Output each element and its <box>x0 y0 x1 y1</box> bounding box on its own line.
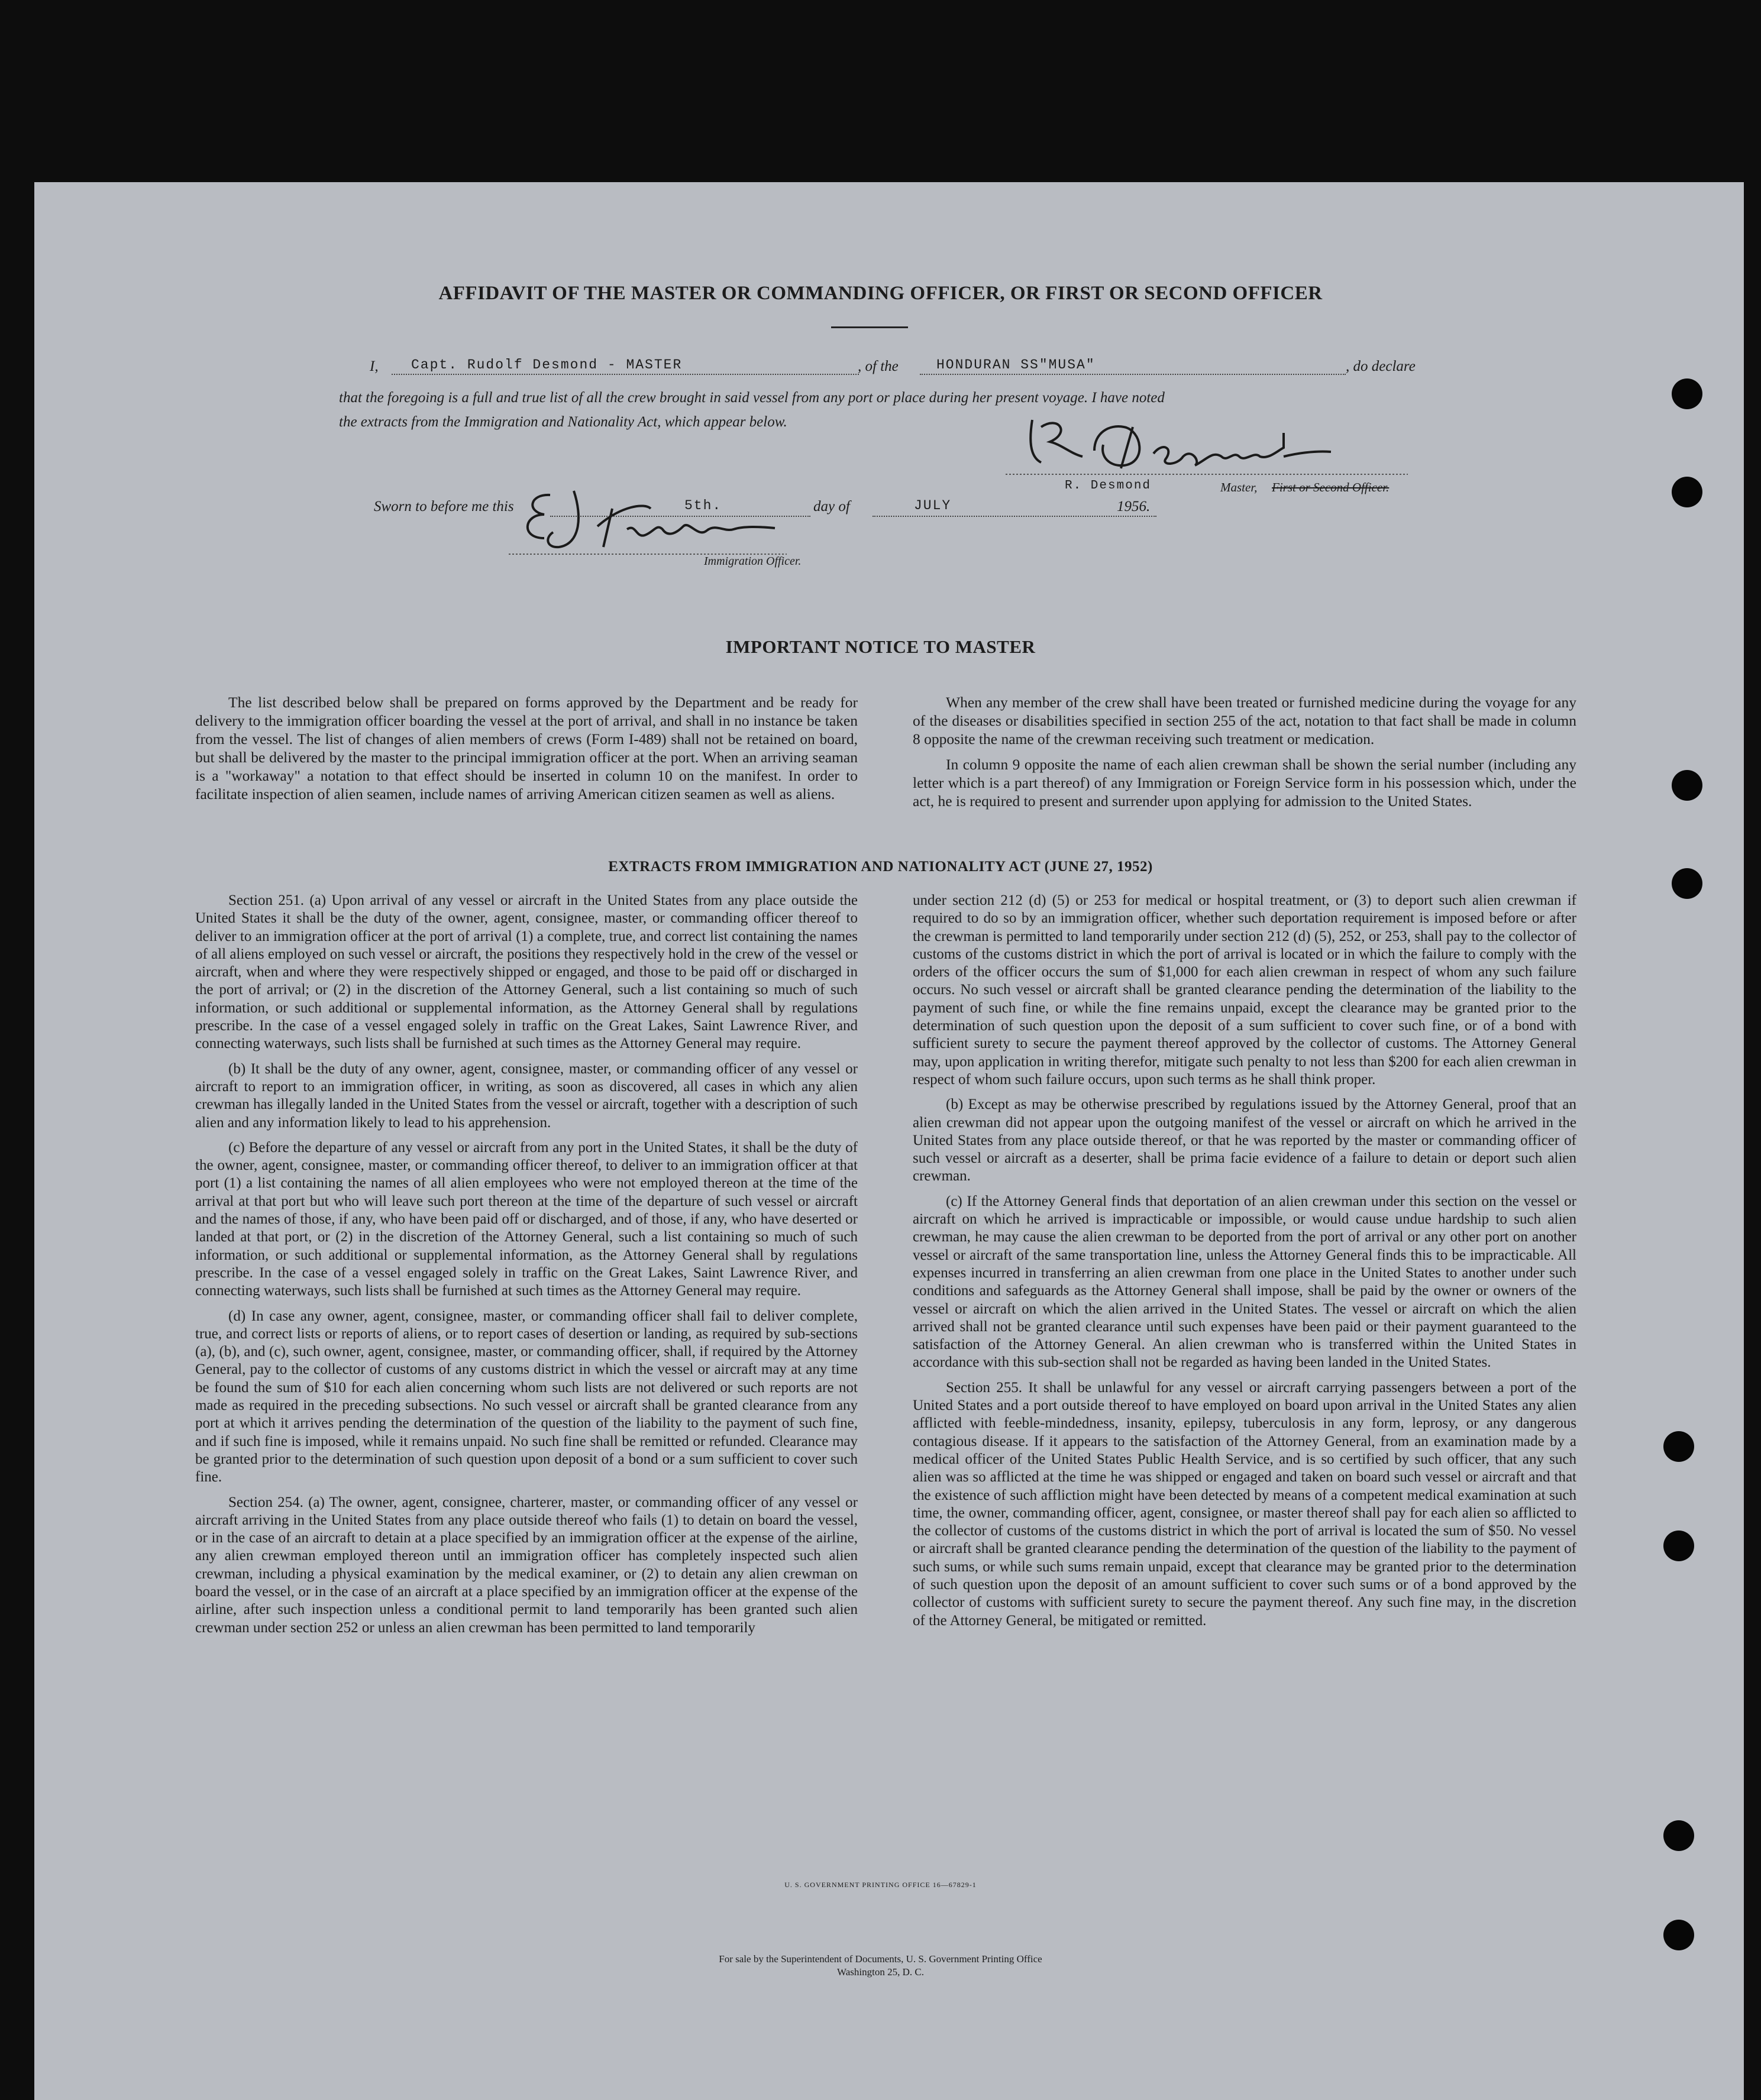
vessel-name: HONDURAN SS"MUSA" <box>936 357 1096 373</box>
punch-hole <box>1672 477 1702 507</box>
sale-line-1: For sale by the Superintendent of Documents, U. S. Government Printing Office <box>719 1953 1042 1965</box>
notice-right-paragraph-1: When any member of the crew shall have been treated or furnished medicine during the voyage for any of the diseases or disabilities specified in section 255 of the act, notation to that fact shall be made in column 8 opposite the name of the crewman receiving such treatment or medication. <box>913 694 1576 748</box>
officer-signature <box>509 482 816 562</box>
declaration-line-2: that the foregoing is a full and true list of all the crew brought in said vessel from any port or place during her present voyage. I have noted <box>339 390 1165 406</box>
notice-left-column <box>195 693 858 803</box>
section-254-a: Section 254. (a) The owner, agent, consignee, charterer, master, or commanding officer of any vessel or aircraft arriving in the United States from any place outside thereof who fails (1) to detain on board the vessel, or in the case of an aircraft to detain at a place specified by an immigration officer at the expense of the airline, any alien crewman employed thereon until an immigration officer has completely inspected such alien crewman, including a physical examination by the medical examiner, or (2) to detain any alien crewman on board the vessel, or in the case of an aircraft at a place specified by an immigration officer at the expense of the airline, after such inspection unless a conditional permit to land temporarily has been granted such alien crewman under section 252 or unless an alien crewman has been permitted to land temporarily <box>195 1494 858 1636</box>
immigration-officer-label: Immigration Officer. <box>704 555 802 568</box>
notice-left-paragraph: The list described below shall be prepared on forms approved by the Department and be ready for delivery to the immigration officer boarding the vessel at the port of arrival, and shall in no instance be taken from the vessel. The list of changes of alien members of crews (Form I-489) shall not be retained on board, but shall be delivered by the master to the principal immigration officer at the port. When an arriving seaman is a "workaway" a notation to that effect should be inserted in column 10 on the manifest. In order to facilitate inspection of alien seamen, include names of arriving American citizen seamen as well as aliens. <box>195 694 858 803</box>
sale-line-2: Washington 25, D. C. <box>837 1966 924 1978</box>
sworn-month: JULY <box>914 498 952 513</box>
extracts-left-column <box>195 892 858 1637</box>
section-251-d: (d) In case any owner, agent, consignee, master, or commanding officer shall fail to deliver complete, true, and correct lists or reports of aliens, or to report cases of desertion or landing, as required by sub-sections (a), (b), and (c), such owner, agent, consignee, master, or commanding officer, shall, if required by the Attorney General, pay to the collector of customs of any customs district in which the vessel or aircraft may at any time be found the sum of $10 for each alien concerning whom such lists are not delivered or such reports are not made as required in the preceding subsections. No such vessel or aircraft shall be granted clearance from any port at which it arrives pending the determination of the question of the liability to the payment of such fine, and if such fine is imposed, while it remains unpaid. No such fine shall be remitted or refunded. Clearance may be granted prior to the determination of such question upon deposit of a bond or a sum sufficient to cover such fine. <box>195 1308 858 1486</box>
punch-hole <box>1663 1431 1694 1462</box>
capacity-struck: First or Second Officer. <box>1272 480 1390 494</box>
signer-typed-name: R. Desmond <box>1065 479 1152 493</box>
section-251-a: Section 251. (a) Upon arrival of any vessel or aircraft in the United States from any place outside the United States it shall be the duty of the owner, agent, consignee, master, or commanding officer thereof to deliver to an immigration officer at the port of arrival (1) a complete, true, and correct list containing the names of all aliens employed on such vessel or aircraft, the positions they respectively hold in the crew of the vessel or aircraft, when and where they were respectively shipped or engaged, and those to be paid off or discharged in the port of arrival; or (2) in the discretion of the Attorney General, such a list containing so much of such information, or such additional or supplemental information, as the Attorney General shall by regulations prescribe. In the case of a vessel engaged solely in traffic on the Great Lakes, Saint Lawrence River, and connecting waterways, such lists shall be furnished at such times as the Attorney General may require. <box>195 892 858 1052</box>
section-251-c: (c) Before the departure of any vessel or aircraft from any port in the United States, it shall be the duty of the owner, agent, consignee, master, or commanding officer thereof, to deliver to an immigration officer at that port (1) a list containing the names of all alien employees who were not employed thereon at the time of the arrival at that port but who will leave such port thereon at the time of the departure of such vessel or aircraft and the names of those, if any, who have been paid off or discharged, and of those, if any, who have deserted or landed at that port, or (2) in the discretion of the Attorney General, such a list containing so much of such information, or such additional or supplemental information, as the Attorney General shall by regulations prescribe. In the case of a vessel engaged solely in traffic on the Great Lakes, Saint Lawrence River, and connecting waterways, such lists shall be furnished at such times as the Attorney General may require. <box>195 1139 858 1299</box>
of-the-label: , of the <box>858 358 899 374</box>
printing-office-line: U. S. GOVERNMENT PRINTING OFFICE 16—67829-1 <box>784 1881 977 1889</box>
declaration-line-3: the extracts from the Immigration and Nationality Act, which appear below. <box>339 414 787 430</box>
capacity-label: Master, <box>1220 480 1258 494</box>
sworn-prefix: Sworn to before me this <box>374 499 514 515</box>
master-name: Capt. Rudolf Desmond - MASTER <box>411 357 683 373</box>
affidavit-title: AFFIDAVIT OF THE MASTER OR COMMANDING OFFICER, OR FIRST OR SECOND OFFICER <box>438 283 1323 304</box>
month-underline <box>873 516 1156 517</box>
title-separator <box>831 326 908 328</box>
section-251-b: (b) It shall be the duty of any owner, agent, consignee, master, or commanding officer of any vessel or aircraft to report to an immigration officer, in writing, as soon as discovered, all cases in which any alien crewman has illegally landed in the United States from the vessel or aircraft, together with a description of such alien and any information likely to lead to his apprehension. <box>195 1060 858 1131</box>
section-255: Section 255. It shall be unlawful for any vessel or aircraft carrying passengers between a port of the United States and a port outside thereof to have employed on board upon arrival in the United States any alien afflicted with feeble-mindedness, insanity, epilepsy, tuberculosis in any form, leprosy, or any dangerous contagious disease. If it appears to the satisfaction of the Attorney General, from an examination made by a medical officer of the United States Public Health Service, and is so certified by such officer, that any such alien was so afflicted at the time he was shipped or engaged and taken on board such vessel or aircraft and that the existence of such affliction might have been detected by means of a competent medical examination at such time, the owner, commanding officer, agent, consignee, or master thereof shall pay for each alien so afflicted to the collector of customs of the customs district in which the port of arrival is located the sum of $50. No vessel or aircraft shall be granted clearance pending the determination of the question of the liability to the payment of such sums, or while such sums remain unpaid, except that clearance may be granted prior to the determination of such question upon the deposit of an amount sufficient to cover such sums or of a bond approved by the collector of customs with sufficient surety to secure the payment thereof. Any such fine may, in the discretion of the Attorney General, be mitigated or remitted. <box>913 1379 1576 1629</box>
section-254-a-continued: under section 212 (d) (5) or 253 for medical or hospital treatment, or (3) to deport such alien crewman if required to do so by an immigration officer, whether such deportation requirement is imposed before or after the crewman is permitted to land temporarily under section 212 (d) (5), 252, or 253, shall pay to the collector of customs of the customs district in which the port of arrival is located or in which the failure to comply with the orders of the officer occurs the sum of $1,000 for each alien crewman in respect of whom any such failure occurs. No such vessel or aircraft shall be granted clearance pending the determination of the liability to the payment of such fine, or while the fine remains unpaid, except the clearance may be granted prior to the determination of such question upon the deposit of a sum sufficient to cover such fine, or of a bond with sufficient surety to secure the payment thereof approved by the collector of customs. The Attorney General may, upon application in writing therefor, mitigate such penalty to not less than $200 for each alien crewman in respect of whom such failure occurs, upon such terms as he shall think proper. <box>913 892 1576 1088</box>
extracts-title: EXTRACTS FROM IMMIGRATION AND NATIONALITY ACT (JUNE 27, 1952) <box>608 859 1153 875</box>
do-declare-label: , do declare <box>1346 358 1416 374</box>
notice-right-column <box>913 693 1576 810</box>
punch-hole <box>1663 1530 1694 1561</box>
notice-title: IMPORTANT NOTICE TO MASTER <box>725 636 1036 657</box>
sworn-year: 1956. <box>1117 499 1151 515</box>
name-underline <box>392 374 859 375</box>
day-of-label: day of <box>813 499 850 515</box>
notice-right-paragraph-2: In column 9 opposite the name of each alien crewman shall be shown the serial number (including any letter which is a part thereof) of any Immigration or Foreign Service form in his possession which, under the act, he is required to present and surrender upon applying for admission to the United States. <box>913 756 1576 810</box>
punch-hole <box>1663 1820 1694 1851</box>
punch-hole <box>1672 378 1702 409</box>
declaration-i: I, <box>370 358 379 374</box>
punch-hole <box>1672 770 1702 801</box>
extracts-right-column <box>913 892 1576 1630</box>
punch-hole <box>1663 1920 1694 1950</box>
sworn-day: 5th. <box>684 498 722 513</box>
master-signature <box>1006 409 1408 486</box>
section-254-b: (b) Except as may be otherwise prescribed by regulations issued by the Attorney General, proof that an alien crewman did not appear upon the outgoing manifest of the vessel or aircraft on which he arrived in the United States from any place outside thereof, or that he was reported by the master or commanding officer of such vessel or aircraft as a deserter, shall be prima facie evidence of a failure to detain or deport such alien crewman. <box>913 1096 1576 1185</box>
vessel-underline <box>920 374 1346 375</box>
section-254-c: (c) If the Attorney General finds that deportation of an alien crewman under this section on the vessel or aircraft on which he arrived is impracticable or impossible, or would cause undue hardship to such alien crewman, he may cause the alien crewman to be deported from the port of arrival or any other port on another vessel or aircraft of the same transportation line, unless the Attorney General finds this to be impracticable. All expenses incurred in transferring an alien crewman from one place in the United States to another under such conditions and safeguards as the Attorney General shall impose, shall be paid by the owner or owners of the vessel or aircraft on which the alien arrived in the United States. The vessel or aircraft on which the alien arrived shall not be granted clearance until such expenses have been paid or their payment guaranteed to the satisfaction of the Attorney General. An alien crewman who is transferred within the United States in accordance with this sub-section shall not be regarded as having been landed in the United States. <box>913 1193 1576 1371</box>
